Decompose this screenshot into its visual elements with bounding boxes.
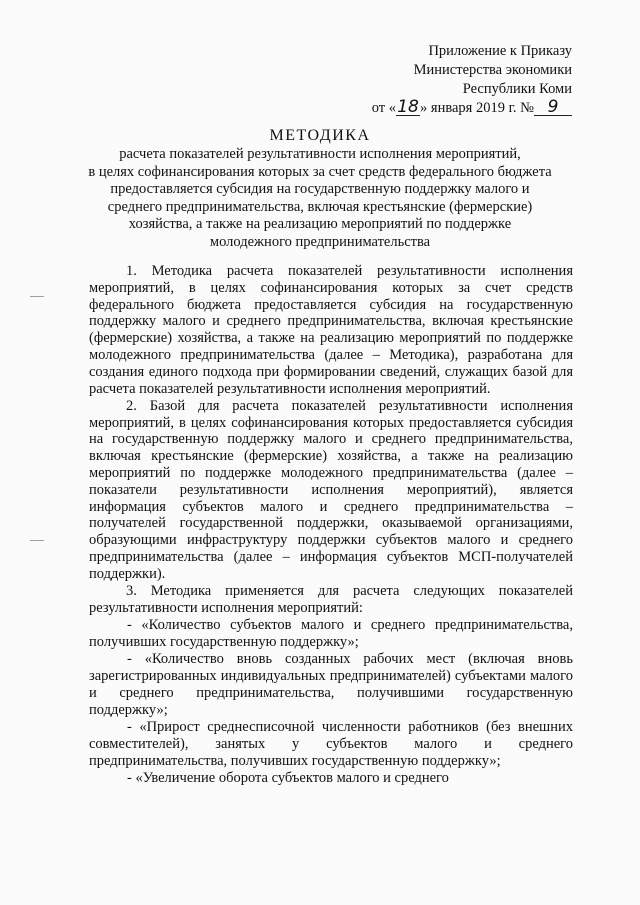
date-mid: » января 2019 г. № xyxy=(420,100,534,116)
subtitle-line: хозяйства, а также на реализацию мероприятий по поддержке xyxy=(128,216,512,232)
appendix-line-3: Республики Коми xyxy=(462,81,572,97)
document-title: МЕТОДИКА xyxy=(269,127,371,144)
date-prefix: от « xyxy=(371,100,397,116)
bullet-item-4: - «Увеличение оборота субъектов малого и среднего xyxy=(127,769,449,786)
bullet-item-2: - «Количество вновь созданных рабочих мест (включая вновь зарегистрированных индивидуальных предпринимателей) субъектами малого и среднего предпринимательства, получившими государственную поддержку»; xyxy=(89,651,573,718)
subtitle-line: в целях софинансирования которых за счет средств федерального бюджета xyxy=(88,163,552,180)
bullet-item-3: - «Прирост среднесписочной численности работников (без внешних совместителей), занятых у субъектов малого и среднего предпринимательства, получивших государственную поддержку»; xyxy=(89,719,573,769)
subtitle-line: молодежного предпринимательства xyxy=(209,233,431,250)
document-body xyxy=(89,263,573,787)
order-number-handwritten: 9 xyxy=(534,99,572,116)
margin-mark xyxy=(30,540,44,541)
paragraph-1: 1. Методика расчета показателей результативности исполнения мероприятий, в целях софинансирования которых за счет средств федерального бюджета предоставляется субсидия на государственную поддержку малого и среднего предпринимательства, включая крестьянские (фермерские) хозяйства, а также на реализацию мероприятий по поддержке молодежного предпринимательства (далее – Методика), разработана для создания единого подхода при формировании сведений, служащих базой для расчета показателей результативности исполнения мероприятий. xyxy=(89,263,573,397)
appendix-line-2: Министерства экономики xyxy=(413,62,572,78)
date-day-handwritten: 18 xyxy=(397,97,419,117)
subtitle-line: расчета показателей результативности исполнения мероприятий, xyxy=(119,146,521,162)
paragraph-2: 2. Базой для расчета показателей результативности исполнения мероприятий, в целях софинансирования которых предоставляется субсидия на государственную поддержку малого и среднего предпринимательства, включая крестьянские (фермерские) хозяйства, а также на реализацию мероприятий по поддержке молодежного предпринимательства (далее – показатели результативности исполнения мероприятий), является информация субъектов малого и среднего предпринимательства – получателей государственной поддержки, оказываемой организациями, образующими инфраструктуру поддержки субъектов малого и среднего предпринимательства (далее – информация субъектов МСП-получателей поддержки). xyxy=(89,397,573,582)
appendix-header xyxy=(372,42,572,118)
subtitle-line: среднего предпринимательства, включая крестьянские (фермерские) xyxy=(107,198,533,215)
document-subtitle xyxy=(70,146,570,251)
paragraph-3: 3. Методика применяется для расчета следующих показателей результативности исполнения мероприятий: xyxy=(89,583,573,616)
appendix-date-line xyxy=(372,99,572,118)
subtitle-line: предоставляется субсидия на государственную поддержку малого и xyxy=(110,181,530,197)
margin-mark xyxy=(30,296,44,297)
appendix-line-1: Приложение к Приказу xyxy=(428,43,572,59)
bullet-item-1: - «Количество субъектов малого и среднего предпринимательства, получивших государственную поддержку»; xyxy=(89,617,573,651)
